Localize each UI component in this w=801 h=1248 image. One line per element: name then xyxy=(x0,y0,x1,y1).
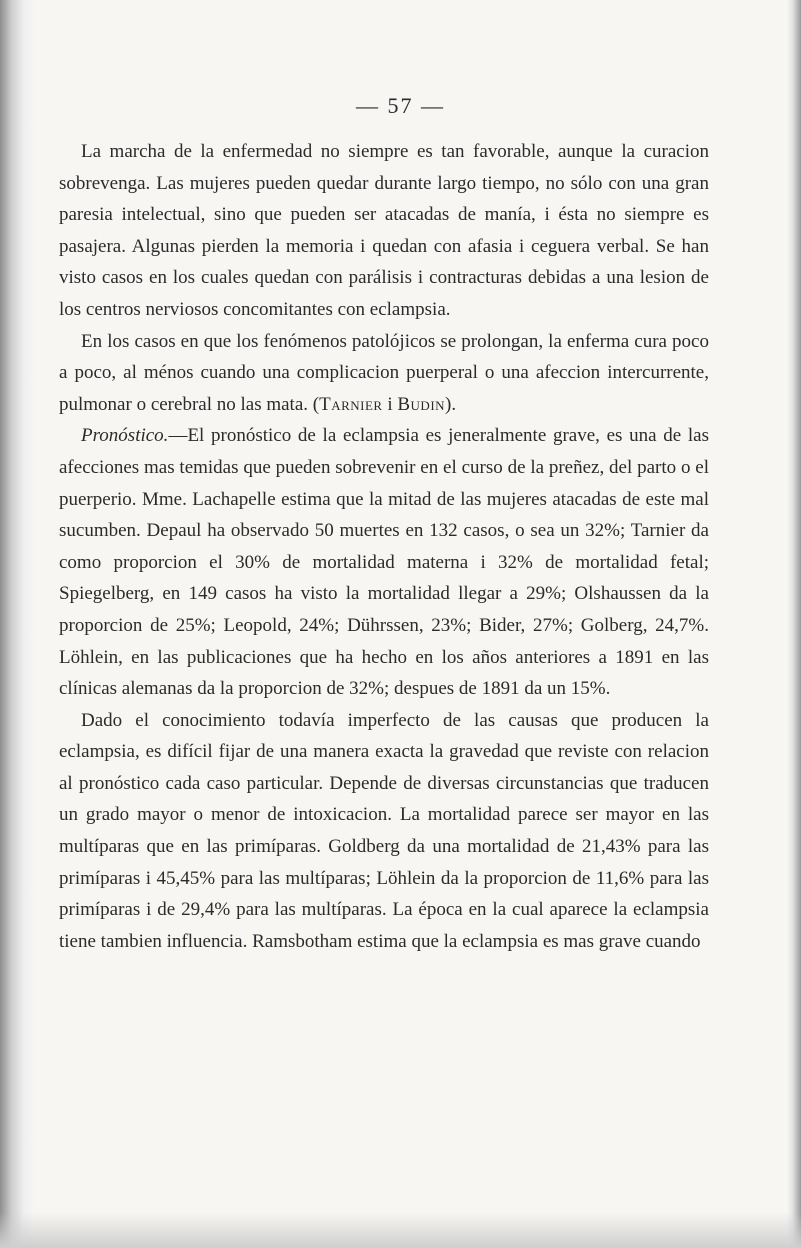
section-heading-pronostico: Pronóstico. xyxy=(81,425,169,447)
paragraph-pronostico-text: —El pronóstico de la eclampsia es jeneralmente grave, es una de las afecciones mas temidas que pueden sobrevenir en el curso de la preñez, del parto o el puerperio. Mme. Lachapelle estima que la mitad de las mujeres atacadas de este mal sucumben. Depaul ha observado 50 muertes en 132 casos, o sea un 32%; Tarnier da como proporcion el 30% de mortalidad materna i 32% de mortalidad fetal; Spiegelberg, en 149 casos ha visto la mortalidad llegar a 29%; Olshaussen da la proporcion de 25%; Leopold, 24%; Dührssen, 23%; Bider, 27%; Golberg, 24,7%. Löhlein, en las publicaciones que ha hecho en los años anteriores a 1891 en las clínicas alemanas da la proporcion de 32%; despues de 1891 da un 15%. xyxy=(59,425,709,700)
paragraph-severity: Dado el conocimiento todavía imperfecto de las causas que producen la eclampsia, es difícil fijar de una manera exacta la gravedad que reviste con relacion al pronóstico cada caso particular. Depende de diversas circunstancias que traducen un grado mayor o menor de intoxicacion. La mortalidad parece ser mayor en las multíparas que en las primíparas. Goldberg da una mortalidad de 21,43% para las primíparas i 45,45% para las multíparas; Löhlein da la proporcion de 11,6% para las primíparas i de 29,4% para las multíparas. La época en la cual aparece la eclampsia tiene tambien influencia. Ramsbotham estima que la eclampsia es mas grave cuando xyxy=(59,709,709,952)
body-text xyxy=(59,136,709,957)
author-budin: Budin xyxy=(397,393,446,415)
paragraph-prognosis-course: La marcha de la enfermedad no siempre es tan favorable, aunque la curacion sobrevenga. Las mujeres pueden quedar durante largo tiempo, no sólo con una gran paresia intelectual, sino que pueden ser atacadas de manía, i ésta no siempre es pasajera. Algunas pierden la memoria i quedan con afasia i ceguera verbal. Se han visto casos en los cuales quedan con parálisis i contracturas debidas a una lesion de los centros nerviosos concomitantes con eclampsia. xyxy=(59,141,709,320)
paragraph-recovery xyxy=(59,326,709,421)
paragraph-recovery-end: ). xyxy=(445,393,457,415)
page-edge xyxy=(787,0,801,1248)
bottom-shadow xyxy=(0,1212,801,1248)
author-tarnier: Tarnier xyxy=(319,393,383,415)
binding-shadow xyxy=(0,0,34,1248)
paragraph-pronostico xyxy=(59,420,709,704)
paragraph-recovery-text: En los casos en que los fenómenos patolójicos se prolongan, la enferma cura poco a poco, al ménos cuando una complicacion puerperal o una afeccion intercurrente, pulmonar o cerebral no las mata. ( xyxy=(59,330,709,415)
author-join: i xyxy=(382,393,398,415)
page-number: — 57 — xyxy=(356,93,445,118)
